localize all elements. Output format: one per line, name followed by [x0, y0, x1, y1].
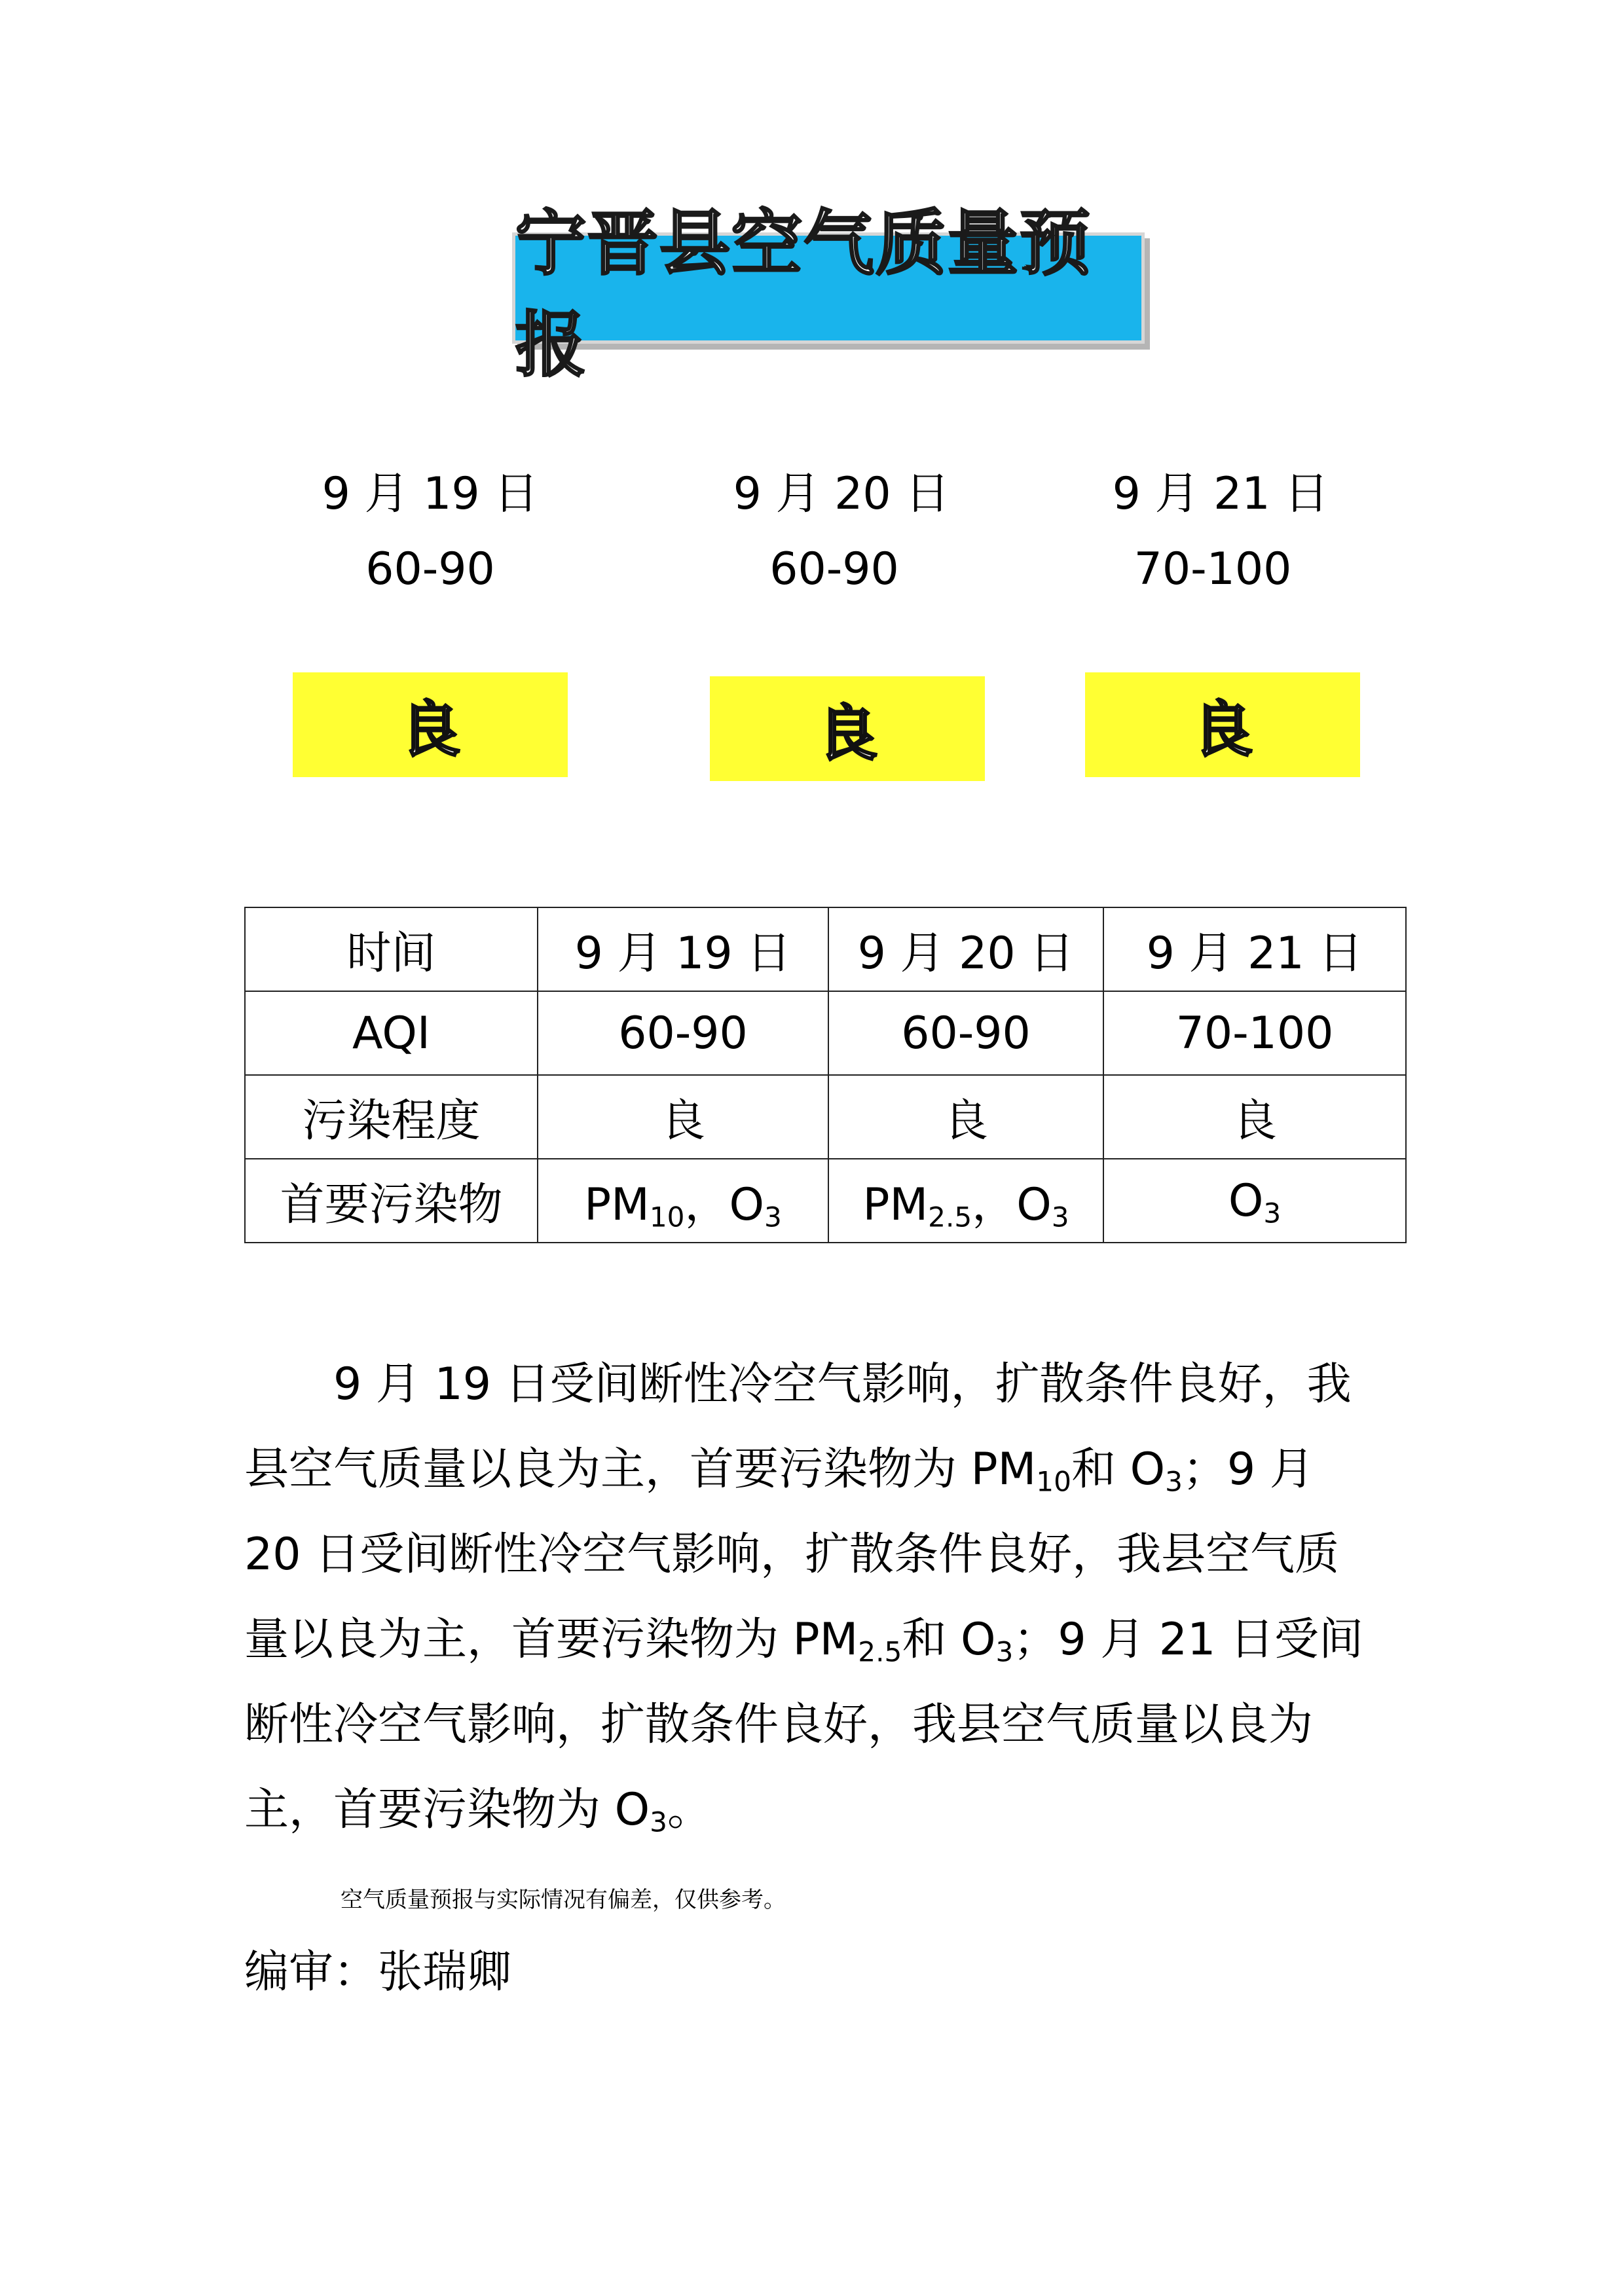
pollutant-a: PM — [862, 1178, 929, 1231]
forecast-day-3 — [1085, 458, 1360, 765]
row-label-aqi: AQI — [245, 991, 538, 1075]
para-text: ；9 月 20 日受间断性冷空气影响，扩散条件良好，我县空气质量以良为主，首要污染物为 PM — [244, 1444, 1340, 1666]
para-text: 和 O — [902, 1614, 996, 1666]
cell-pollutant — [1103, 1159, 1406, 1243]
pollutant-b-sub: 3 — [1051, 1201, 1069, 1233]
row-label-time: 时间 — [245, 907, 538, 991]
forecast-paragraph — [244, 1342, 1371, 1853]
cell-pollutant — [828, 1159, 1103, 1243]
pollutant-b: O — [1228, 1175, 1264, 1227]
day-date: 9 月 19 日 — [322, 468, 539, 520]
level-text: 良 — [817, 699, 877, 769]
para-sub: 3 — [650, 1806, 667, 1838]
para-sub: 3 — [995, 1635, 1014, 1668]
pollutant-a-sub: 10 — [649, 1201, 685, 1233]
para-text: 9 月 19 日受间断性冷空气影响，扩散条件良好，我县空气质量以良为主，首要污染物为 PM — [244, 1358, 1352, 1495]
cell-level: 良 — [538, 1075, 828, 1159]
cell-level: 良 — [1103, 1075, 1406, 1159]
cell-date: 9 月 21 日 — [1103, 907, 1406, 991]
pollutant-a-sub: 2.5 — [928, 1201, 972, 1233]
title-banner — [512, 203, 1145, 386]
pollutant-a: PM — [584, 1178, 650, 1231]
level-badge — [293, 672, 568, 777]
pollutant-sep: ， — [972, 1178, 1017, 1231]
row-label-pollutant: 首要污染物 — [245, 1159, 538, 1243]
level-badge — [710, 676, 985, 781]
row-label-level: 污染程度 — [245, 1075, 538, 1159]
editor-credit: 编审：张瑞卿 — [244, 1946, 512, 1998]
cell-aqi: 60-90 — [828, 991, 1103, 1075]
day-aqi-range: 60-90 — [365, 543, 495, 595]
table-row — [245, 907, 1406, 991]
forecast-day-2 — [710, 458, 985, 769]
table-row — [245, 1159, 1406, 1243]
day-aqi-range: 60-90 — [769, 543, 899, 595]
pollutant-b-sub: 3 — [1263, 1197, 1282, 1230]
level-badge — [1085, 672, 1360, 777]
pollutant-sep: ， — [684, 1178, 729, 1231]
para-text: ；9 月 21 日受间断性冷空气影响，扩散条件良好，我县空气质量以良为主，首要污染物为 O — [244, 1614, 1363, 1836]
para-sub: 2.5 — [858, 1635, 902, 1668]
cell-pollutant — [538, 1159, 828, 1243]
table-row — [245, 991, 1406, 1075]
para-text: 和 O — [1071, 1444, 1166, 1495]
pollutant-b: O — [729, 1178, 765, 1231]
para-sub: 3 — [1165, 1465, 1183, 1498]
cell-aqi: 70-100 — [1103, 991, 1406, 1075]
forecast-day-1 — [293, 458, 568, 765]
para-sub: 10 — [1036, 1465, 1071, 1498]
para-text: 。 — [667, 1784, 712, 1836]
cell-date: 9 月 20 日 — [828, 907, 1103, 991]
cell-date: 9 月 19 日 — [538, 907, 828, 991]
aqi-table — [244, 907, 1407, 1243]
level-text: 良 — [399, 695, 460, 765]
pollutant-b: O — [1016, 1178, 1052, 1231]
day-date: 9 月 21 日 — [1112, 468, 1329, 520]
table-row — [245, 1075, 1406, 1159]
cell-aqi: 60-90 — [538, 991, 828, 1075]
day-aqi-range: 70-100 — [1134, 543, 1292, 595]
page-title: 宁晋县空气质量预报 — [515, 203, 1092, 386]
pollutant-b-sub: 3 — [764, 1201, 782, 1233]
day-date: 9 月 20 日 — [733, 468, 950, 520]
level-text: 良 — [1192, 695, 1253, 765]
disclaimer-note: 空气质量预报与实际情况有偏差，仅供参考。 — [341, 1887, 786, 1913]
cell-level: 良 — [828, 1075, 1103, 1159]
